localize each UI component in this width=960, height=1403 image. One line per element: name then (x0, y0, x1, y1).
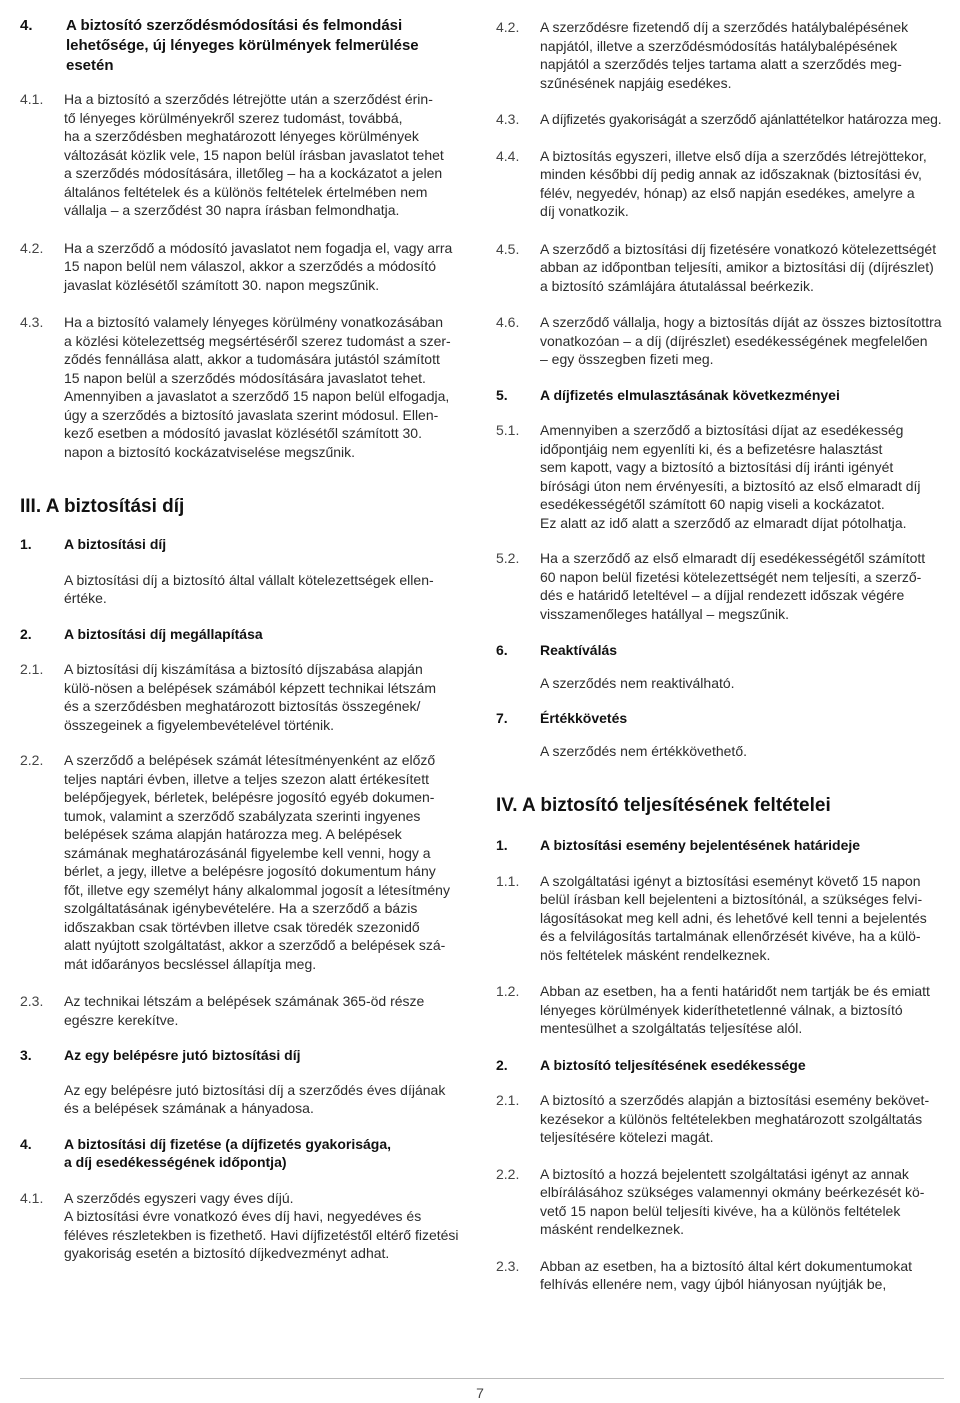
paragraph-4-2-right: 4.2. A szerződésre fizetendő díj a szerződés hatálybalépésének napjától, illetve a szerződésmódosítás hatálybalépésének napjától a szerződés teljes tartama alatt a szerződés meg- szűnésének napjáig esedékes. (496, 19, 909, 91)
right-column (496, 16, 944, 1294)
section-5-heading: 5. A díjfizetés elmulasztásának következményei (496, 386, 840, 403)
section-7-text: A szerződés nem értékkövethető. (540, 742, 747, 759)
paragraph-4-4-right: 4.4. A biztosítás egyszeri, illetve első díja a szerződés létrejöttekor, minden későbbi díj pedig annak az időszaknak (biztosítási év, félév, negyedév, hónap) az első napján esedékes, amelyre a díj vonatkozik. (496, 147, 927, 219)
part-4-title: IV. A biztosító teljesítésének feltételei (496, 795, 831, 816)
footer-divider (20, 1378, 944, 1379)
paragraph-r2-1: 2.1. A biztosító a szerződés alapján a biztosítási esemény bekövet- kezésekor a különös feltételekben meghatározott szolgáltatás teljesítésére kötelezi magát. (496, 1092, 930, 1145)
paragraph-r2-2: 2.2. A biztosító a hozzá bejelentett szolgáltatási igényt az annak elbírálásához szükséges valamennyi okmány beérkezését kö- vető 15 napon belül teljesíti kivéve, ha a különös feltételek másként rendelkeznek. (496, 1165, 925, 1237)
paragraph-4-3: 4.3. Ha a biztosító valamely lényeges körülmény vonatkozásában a közlési kötelezettség megsértéséről szerez tudomást a szer- ződés fennállása alatt, akkor a tudomására jutástól számított 15 napon belül a szerződés módosítására javaslatot tehet. Amennyiben a javaslatot a szerződő 15 napon belül elfogadja, úgy a szerződés a biztosító javaslata szerint módosul. Ellen- kező esetben a módosító javaslat közlésétől számított 30. napon a biztosító kockázatviselése megszűnik. (20, 314, 451, 460)
section-4-payment-heading: 4. A biztosítási díj fizetése (a díjfizetés gyakorisága, a díj esedékességének időpontja) (20, 1135, 392, 1170)
paragraph-r2-3: 2.3. Abban az esetben, ha a biztosító által kért dokumentumokat felhívás ellenére nem, vagy újból hiányosan nyújtják be, (496, 1257, 913, 1292)
section-1-heading: 1. A biztosítási díj (20, 536, 167, 552)
section-3-heading: 3. Az egy belépésre jutó biztosítási díj (20, 1047, 301, 1063)
paragraph-2-3: 2.3. Az technikai létszám a belépések számának 365-öd része egészre kerekítve. (20, 993, 425, 1028)
left-column (20, 16, 468, 1263)
section-4-heading: 4. A biztosító szerződésmódosítási és felmondási lehetősége, új lényeges körülmények felmerülése esetén (20, 16, 468, 76)
paragraph-4-5-right: 4.5. A szerződő a biztosítási díj fizetésére vonatkozó kötelezettségét abban az időpontban teljesíti, amikor a biztosítási díj (díjrészlet) a biztosító számlájára átutalással beérkezik. (496, 240, 937, 294)
page-number: 7 (476, 1385, 484, 1401)
section-6-heading: 6. Reaktíválás (496, 642, 618, 658)
part-3-title: III. A biztosítási díj (20, 496, 185, 517)
section-3-text: Az egy belépésre jutó biztosítási díj a szerződés éves díjának és a belépések számának a hányadosa. (64, 1081, 446, 1116)
paragraph-1-1: 1.1. A szolgáltatási igényt a biztosítási eseményt követő 15 napon belül írásban kell bejelenteni a biztosítónál, a szükséges felvi- lágosításokat meg kell adni, és lehetővé kell tenni a bejelentés és a felvilágosítás tartalmának ellenőrzését kivéve, ha a külö- nös feltételek másként rendelkeznek. (496, 872, 927, 963)
paragraph-4-6-right: 4.6. A szerződő vállalja, hogy a biztosítás díját az összes biztosítottra vonatkozóan – a díj (díjrészlet) esedékességének megfelelően – egy összegben fizeti meg. (496, 314, 942, 367)
section-r1-heading: 1. A biztosítási esemény bejelentésének határideje (496, 837, 861, 853)
paragraph-4-1-payment: 4.1. A szerződés egyszeri vagy éves díjú. A biztosítási évre vonatkozó éves díj havi, negyedéves és féléves részletekben is fizethető. Havi díjfizetéstől eltérő fizetési gyakoriság esetén a biztosító díjkedvezményt adhat. (20, 1189, 459, 1261)
paragraph-2-1: 2.1. A biztosítási díj kiszámítása a biztosító díjszabása alapján külö-nösen a belépések számából képzett technikai létszám és a szerződésben meghatározott biztosítás összegének/ összegeinek a figyelembevételével történik. (20, 661, 436, 733)
section-4-title: A biztosító szerződésmódosítási és felmondási lehetősége, új lényeges körülmények felmerülése esetén (66, 17, 419, 74)
paragraph-4-1: 4.1. Ha a biztosító a szerződés létrejötte után a szerződést érin- tő lényeges körülményekről szerez tudomást, továbbá, ha a szerződésben meghatározott lényeges körülmények változását közlik vele, 15 napon belül írásban javaslatot tehet a szerződés módosítására, illetőleg – ha a kockázatot a jelen általános feltételek és a különös feltételek értelmében nem vállalja – a szerződést 30 napra írásban felmondhatja. (20, 91, 444, 218)
paragraph-2-2: 2.2. A szerződő a belépések számát létesítményenként az előző teljes naptári évben, illetve a teljes szezon alatt értékesített belépőjegyek, bérletek, belépésre jogosító egyéb dokumen- tumok, valamint a szerződő szabályzata szerinti ingyenes belépések száma alapján határozza meg. A belépések számának meghatározásánál figyelembe kell venni, hogy a bérlet, a jegy, illetve a belépésre jogosító dokumentum hány főt, illetve egy személyt hány alkalommal jogosít a létesítmény szolgáltatásának igénybevételére. Ha a szerződő a bázis időszakban csak törtévben illetve csak töredék szezonidő alatt nyújtott szolgáltatást, akkor a szerződő a belépések szá- mát időarányos becsléssel állapítja meg. (20, 752, 450, 972)
section-2-heading: 2. A biztosítási díj megállapítása (20, 625, 263, 642)
paragraph-4-3-right: 4.3. A díjfizetés gyakoriságát a szerződő ajánlattételkor határozza meg. (496, 111, 942, 127)
section-r2-heading: 2. A biztosító teljesítésének esedékessége (496, 1056, 806, 1073)
section-6-text: A szerződés nem reaktiválható. (540, 674, 735, 691)
paragraph-4-2: 4.2. Ha a szerződő a módosító javaslatot nem fogadja el, vagy arra 15 napon belül nem válaszol, akkor a szerződés a módosító javaslat közlésétől számított 30. napon megszűnik. (20, 239, 453, 293)
section-7-heading: 7. Értékkövetés (496, 710, 628, 726)
paragraph-1-2: 1.2. Abban az esetben, ha a fenti határidőt nem tartják be és emiatt lényeges körülmények kideríthetetlenné válnak, a biztosító mentesülhet a szolgáltatás teljesítése alól. (496, 983, 930, 1036)
paragraph-5-2: 5.2. Ha a szerződő az első elmaradt díj esedékességétől számított 60 napon belül fizetési kötelezettségét nem teljesíti, a szerző- dés e határidő leteltével – a díjjal rendezett időszak végére visszamenőleges hatállyal – megszűnik. (496, 550, 926, 622)
paragraph-5-1: 5.1. Amennyiben a szerződő a biztosítási díjat az esedékesség időpontjáig nem egyenlíti ki, és a befizetésre halasztást sem kapott, vagy a biztosító a biztosítási díj iránti igényét bírósági úton nem érvényesíti, a biztosító az első elmaradt díj esedékességétől számított 60 napig viseli a kockázatot. Ez alatt az idő alatt a szerződő az elmaradt díjat pótolhatja. (496, 422, 921, 531)
section-1-text: A biztosítási díj a biztosító által vállalt kötelezettségek ellen- értéke. (64, 571, 434, 606)
